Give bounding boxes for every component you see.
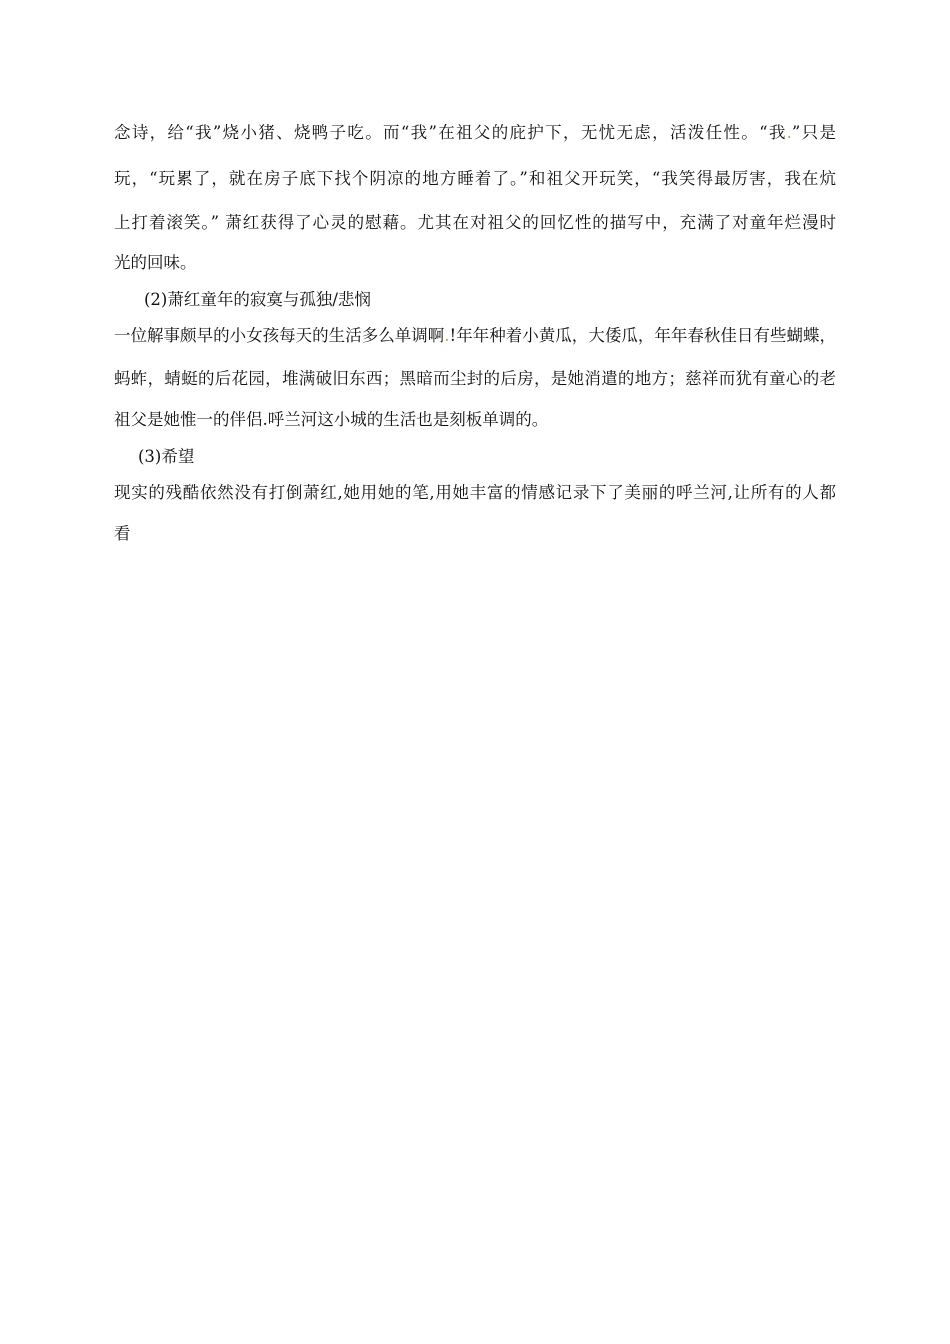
paragraph1-line3: 上打着滚笑。” 萧红获得了心灵的慰藉。尤其在对祖父的回忆性的描写中，充满了对童年烂漫时 <box>114 213 836 232</box>
paragraph2-line1-text: 一位解事颇早的小女孩每天的生活多么单调啊 <box>114 326 445 345</box>
paragraph2-line1 <box>114 325 836 347</box>
paragraph1-line1-text: 念诗，给“我”烧小猪、烧鸭子吃。而“我”在祖父的庇护下，无忧无虑，活泼任性。“我 <box>114 123 787 142</box>
section-heading-3: (3)希望 <box>138 447 195 466</box>
paragraph1-line2: 玩，“玩累了，就在房子底下找个阴凉的地方睡着了。”和祖父开玩笑，“我笑得最厉害，我在炕 <box>114 169 836 188</box>
paragraph2-line3: 祖父是她惟一的伴侣.呼兰河这小城的生活也是刻板单调的。 <box>114 410 549 429</box>
paragraph2-line1-tail: !年年种着小黄瓜，大倭瓜，年年春秋佳日有些蝴蝶， <box>449 326 837 345</box>
highlight-mark: . <box>786 123 792 142</box>
paragraph2-line2: 蚂蚱，蜻蜓的后花园，堆满破旧东西；黑暗而尘封的后房，是她消遣的地方；慈祥而犹有童心的老 <box>114 369 836 388</box>
paragraph3-line1: 现实的残酷依然没有打倒萧红,她用她的笔,用她丰富的情感记录下了美丽的呼兰河,让所有的人都 <box>114 483 836 502</box>
section-heading-2: (2)萧红童年的寂寞与孤独/悲悯 <box>144 290 371 309</box>
paragraph1-line1 <box>114 122 836 144</box>
paragraph1-line4: 光的回味。 <box>114 253 197 272</box>
paragraph3-line2: 看 <box>114 524 131 543</box>
paragraph1-line1-tail: ”只是 <box>791 123 836 142</box>
highlight-mark: . <box>444 326 450 345</box>
